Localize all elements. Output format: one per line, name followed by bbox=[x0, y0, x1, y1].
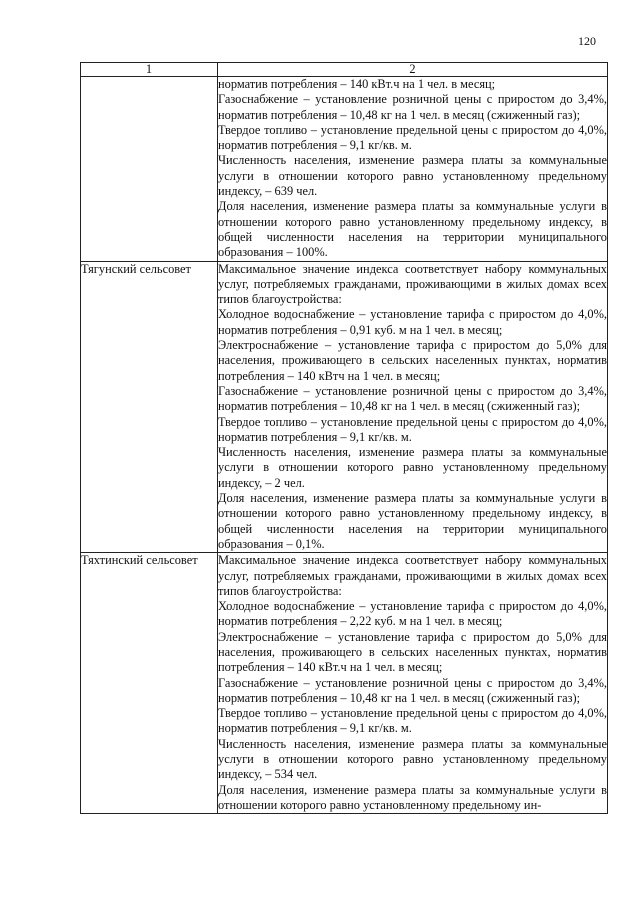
municipality-name: Тяхтинский сельсовет bbox=[81, 553, 218, 814]
paragraph: Газоснабжение – установление розничной цены с приростом до 3,4%, норматив потребления – 10,48 кг на 1 чел. в месяц (сжиженный газ); bbox=[218, 383, 607, 414]
column-header-1: 1 bbox=[81, 63, 218, 77]
paragraph: Холодное водоснабжение – установление тарифа с приростом до 4,0%, норматив потребления – 2,22 куб. м на 1 чел. в месяц; bbox=[218, 599, 607, 629]
paragraph: Холодное водоснабжение – установление тарифа с приростом до 4,0%, норматив потребления – 0,91 куб. м на 1 чел. в месяц; bbox=[218, 307, 607, 337]
paragraph: Газоснабжение – установление розничной цены с приростом до 3,4%, норматив потребления – 10,48 кг на 1 чел. в месяц (сжиженный газ); bbox=[218, 675, 607, 705]
index-table bbox=[80, 62, 608, 814]
paragraph: Электроснабжение – установление тарифа с приростом до 5,0% для населения, проживающего в сельских населенных пунктах, норматив потребления – 140 кВт.ч на 1 чел. в месяц; bbox=[218, 629, 607, 675]
paragraph: Твердое топливо – установление предельной цены с приростом до 4,0%, норматив потребления – 9,1 кг/кв. м. bbox=[218, 414, 607, 444]
paragraph: Численность населения, изменение размера платы за коммунальные услуги в отношении которого равно установленному предельному индексу, – 534 чел. bbox=[218, 736, 607, 782]
paragraph: Доля населения, изменение размера платы за коммунальные услуги в отношении которого равно установленному предельному ин- bbox=[218, 782, 607, 812]
column-header-2: 2 bbox=[218, 63, 608, 77]
paragraph: Твердое топливо – установление предельной цены с приростом до 4,0%, норматив потребления – 9,1 кг/кв. м. bbox=[218, 706, 607, 736]
table-row bbox=[81, 77, 608, 262]
paragraph: норматив потребления – 140 кВт.ч на 1 чел. в месяц; bbox=[218, 77, 496, 91]
municipality-name bbox=[81, 77, 218, 262]
paragraph: Численность населения, изменение размера платы за коммунальные услуги в отношении которого равно установленному предельному индексу, – 2 чел. bbox=[218, 445, 607, 490]
table-header-row bbox=[81, 63, 608, 77]
paragraph: Доля населения, изменение размера платы за коммунальные услуги в отношении которого равно установленному предельному индексу, в общей численности населения на территории муниципального образования – 100%. bbox=[218, 199, 607, 260]
paragraph: Твердое топливо – установление предельной цены с приростом до 4,0%, норматив потребления – 9,1 кг/кв. м. bbox=[218, 122, 607, 153]
index-description bbox=[218, 553, 608, 814]
table-row bbox=[81, 261, 608, 553]
table-row bbox=[81, 553, 608, 814]
paragraph: Численность населения, изменение размера платы за коммунальные услуги в отношении которого равно установленному предельному индексу, – 639 чел. bbox=[218, 153, 607, 199]
index-description bbox=[218, 77, 608, 262]
index-description bbox=[218, 261, 608, 553]
paragraph: Газоснабжение – установление розничной цены с приростом до 3,4%, норматив потребления – 10,48 кг на 1 чел. в месяц (сжиженный газ); bbox=[218, 92, 607, 122]
paragraph: Электроснабжение – установление тарифа с приростом до 5,0% для населения, проживающего в сельских населенных пунктах, норматив потребления – 140 кВтч на 1 чел. в месяц; bbox=[218, 338, 607, 383]
page-number: 120 bbox=[578, 34, 596, 48]
paragraph: Доля населения, изменение размера платы за коммунальные услуги в отношении которого равно установленному предельному индексу, в общей численности населения на территории муниципального образования – 0,1%. bbox=[218, 491, 607, 551]
municipality-name: Тягунский сельсовет bbox=[81, 261, 218, 553]
paragraph: Максимальное значение индекса соответствует набору коммунальных услуг, потребляемых гражданами, проживающими в жилых домах всех типов благоустройства: bbox=[218, 261, 607, 307]
paragraph: Максимальное значение индекса соответствует набору коммунальных услуг, потребляемых гражданами, проживающими в жилых домах всех типов благоустройства: bbox=[218, 553, 607, 598]
